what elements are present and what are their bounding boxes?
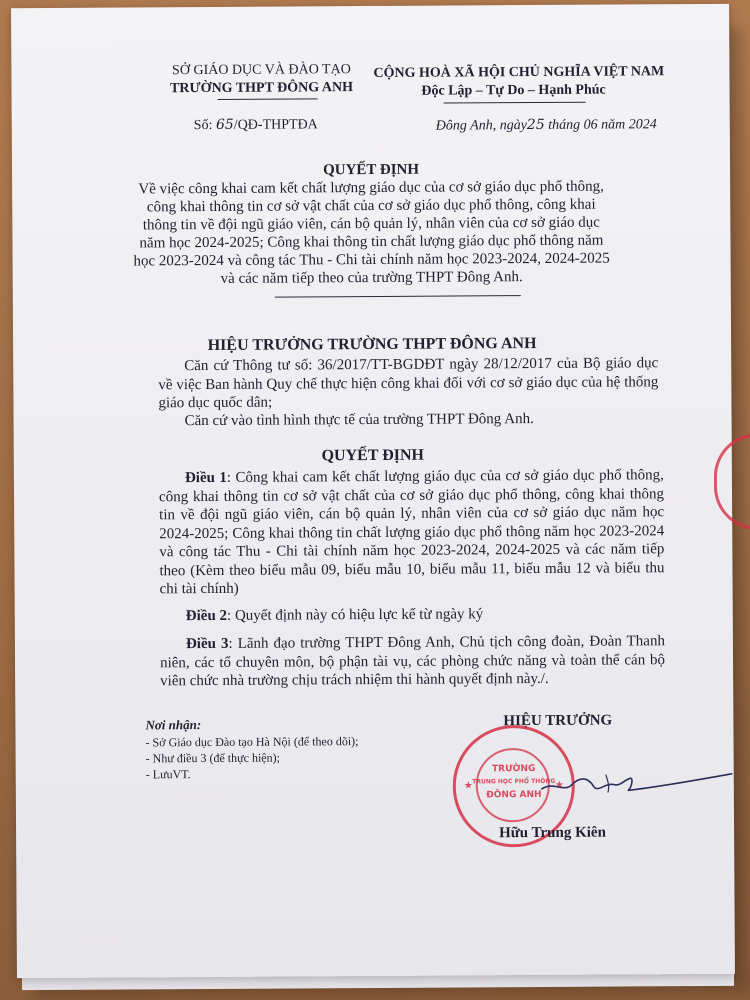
legal-basis-1: Căn cứ Thông tư số: 36/2017/TT-BGDĐT ngày 28/12/2017 của Bộ giáo dục về việc Ban hành Quy chế thực hiện công khai đối với cơ sở giáo dục của hệ thống giáo dục quốc dân; <box>158 355 659 412</box>
org-name-line2: TRƯỜNG THPT ĐÔNG ANH <box>170 80 354 97</box>
document-number <box>194 116 318 134</box>
article-3 <box>160 632 665 691</box>
document-title: QUYẾT ĐỊNH <box>322 161 420 179</box>
recipient-item-3: - LưuVT. <box>145 767 191 782</box>
stamp-star-right-icon: ★ <box>554 779 564 791</box>
org-name-line1: SỞ GIÁO DỤC VÀ ĐÀO TẠO <box>171 62 351 79</box>
title-separator <box>275 295 521 298</box>
document-page <box>11 4 735 978</box>
recipient-item-2: - Như điều 3 (để thực hiện); <box>145 750 280 766</box>
authority-heading: HIỆU TRƯỞNG TRƯỜNG THPT ĐÔNG ANH <box>207 334 537 355</box>
document-number-suffix: /QĐ-THPTĐA <box>233 117 318 133</box>
subject-line-5: học 2023-2024 và công tác Thu - Chi tài chính năm học 2023-2024, 2024-2025 <box>133 250 610 270</box>
article-2-text: : Quyết định này có hiệu lực kể từ ngày ký <box>226 606 484 624</box>
handwritten-signature <box>536 762 736 803</box>
article-3-text: : Lãnh đạo trường THPT Đông Anh, Chủ tịch công đoàn, Đoàn Thanh niên, các tổ chuyên môn, bộ phận tài vụ, các phòng chức năng và toàn thể cán bộ viên chức nhà trường chịu trách nhiệm thi hành quyết định này./. <box>159 633 666 690</box>
subject-line-3: thông tin về đội ngũ giáo viên, cán bộ quản lý, nhân viên của cơ sở giáo dục <box>142 214 600 234</box>
stamp-text-line3: ĐÔNG ANH <box>486 789 542 801</box>
article-2 <box>160 604 665 626</box>
document-date <box>436 116 657 134</box>
article-1-text: : Công khai cam kết chất lượng giáo dục của cơ sở giáo dục phổ thông, công khai thông tin cơ sở vật chất của cơ sở giáo dục phổ thông, công khai thông tin về đội ngũ giáo viên, cán bộ quản lý, nhân viên của cơ sở giáo dục năm học 2024-2025; Công khai thông tin chất lượng giáo dục phổ thông năm học 2023-2024 và công tác Thu - Chi tài chính năm học 2023-2024, 2024-2025 và các năm tiếp theo (Kèm theo biểu mẫu 09, biểu mẫu 10, biểu mẫu 11, biểu mẫu 12 và biểu thu chi tài chính) <box>158 467 665 598</box>
document-number-prefix: Số: <box>193 117 216 134</box>
subject-line-2: công khai thông tin cơ sở vật chất của cơ sở giáo dục phổ thông, công khai <box>146 196 596 216</box>
article-1-label: Điều 1 <box>184 469 227 487</box>
decision-heading: QUYẾT ĐỊNH <box>321 446 425 465</box>
stamp-text-line2: TRUNG HỌC PHỔ THÔNG <box>472 777 556 786</box>
article-2-label: Điều 2 <box>185 607 228 625</box>
org-underline <box>218 98 318 100</box>
nation-line1: CỘNG HOÀ XÃ HỘI CHỦ NGHĨA VIỆT NAM <box>373 64 665 81</box>
nation-line2: Độc Lập – Tự Do – Hạnh Phúc <box>421 82 606 99</box>
nation-underline <box>444 102 586 104</box>
date-suffix: tháng 06 năm 2024 <box>544 117 657 133</box>
document-number-value: 65 <box>215 116 234 133</box>
date-day: 25 <box>526 116 545 134</box>
article-3-label: Điều 3 <box>185 635 229 653</box>
signer-title: HIỆU TRƯỞNG <box>503 712 613 730</box>
article-1 <box>159 466 665 599</box>
document-content <box>11 4 735 978</box>
subject-line-4: năm học 2024-2025; Công khai thông tin chất lượng giáo dục phổ thông năm <box>139 232 604 252</box>
legal-basis-2: Căn cứ vào tình hình thực tế của trường THPT Đông Anh. <box>184 411 534 430</box>
stamp-text-line1: TRƯỜNG <box>491 764 536 775</box>
subject-line-1: Về việc công khai cam kết chất lượng giáo dục của cơ sở giáo dục phổ thông, <box>138 178 604 198</box>
recipient-item-1: - Sở Giáo dục Đào tạo Hà Nội (để theo dõi); <box>145 734 359 750</box>
subject-line-6: và các năm tiếp theo của trường THPT Đông Anh. <box>220 269 523 287</box>
signer-name: Hữu Trung Kiên <box>499 824 606 842</box>
date-prefix: Đông Anh, ngày <box>435 118 527 134</box>
stamp-star-left-icon: ★ <box>463 780 473 792</box>
recipients-label: Nơi nhận: <box>145 717 202 733</box>
